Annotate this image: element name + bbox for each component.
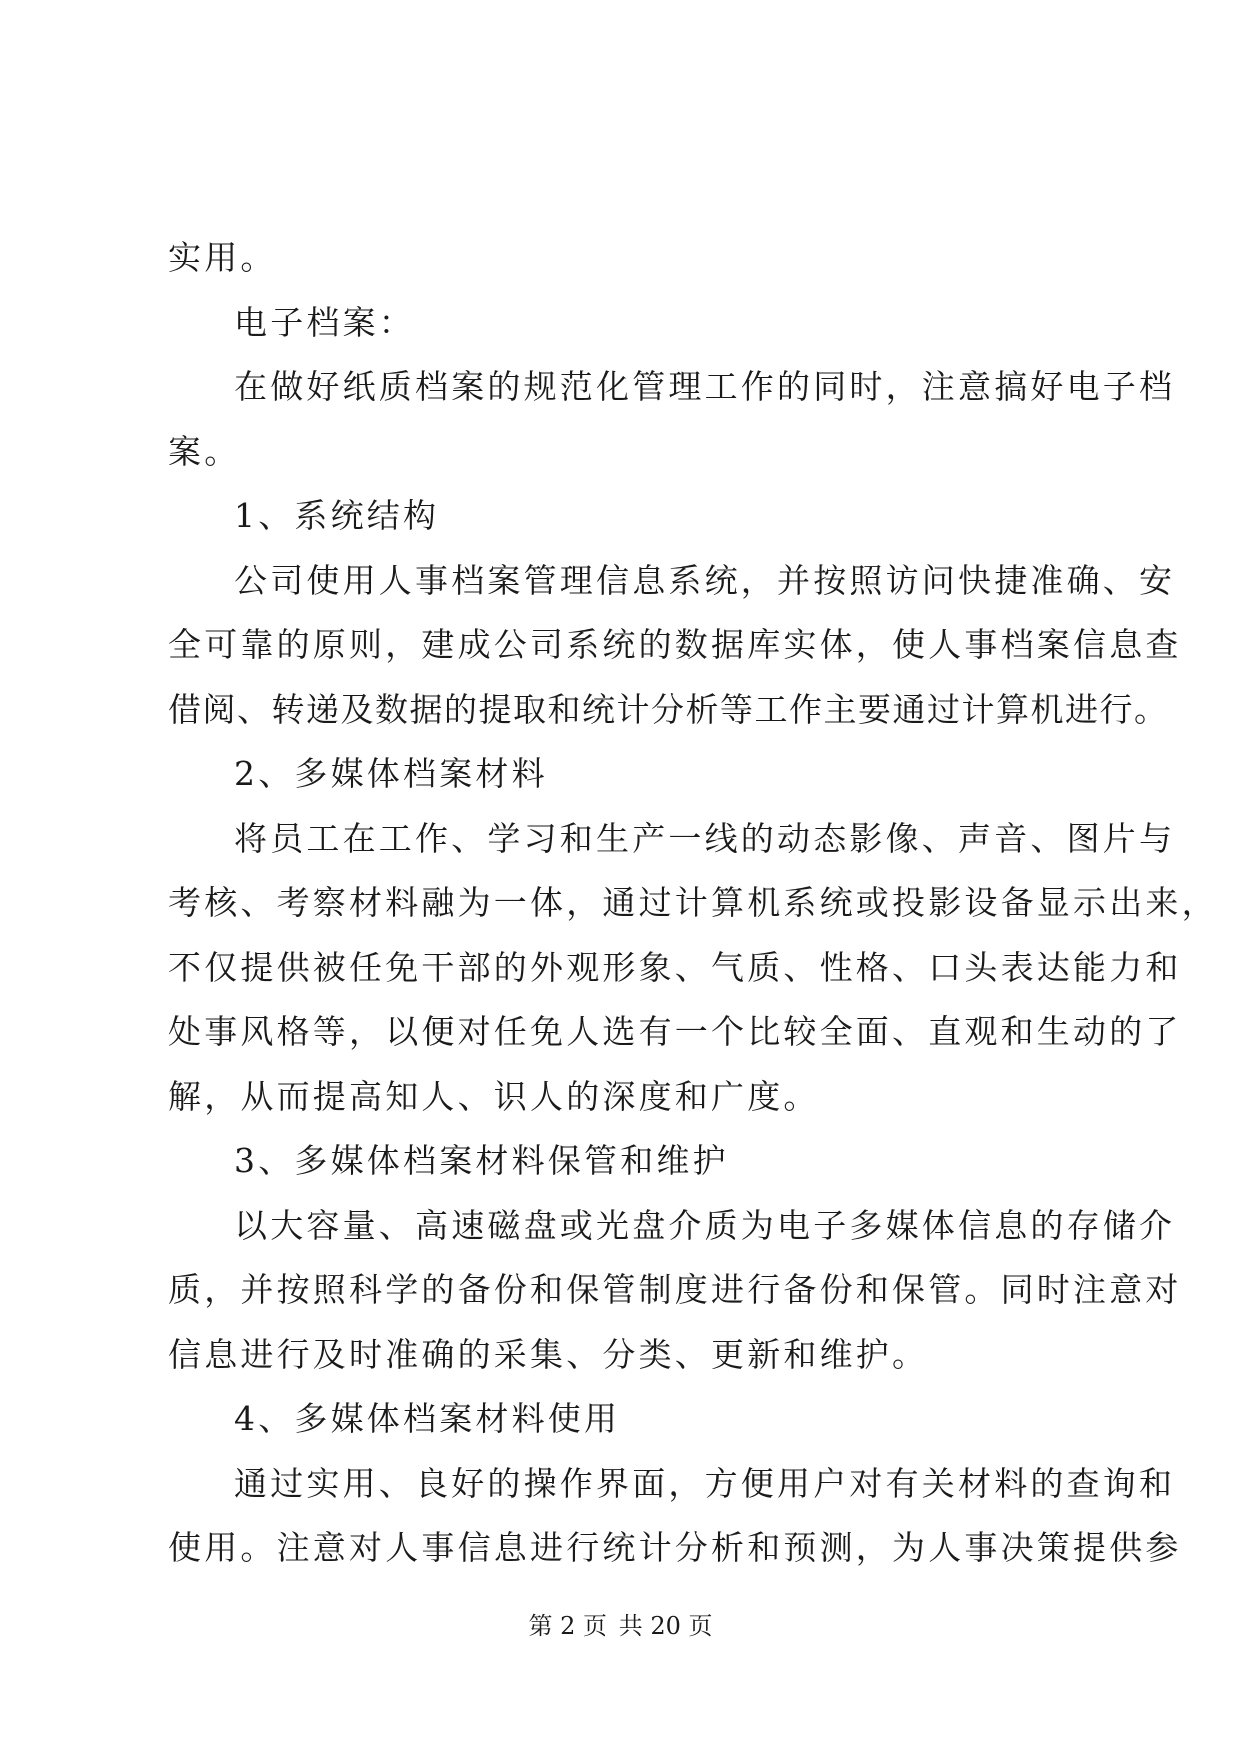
section-heading: 1、系统结构 xyxy=(234,496,440,535)
text-line: 电子档案： xyxy=(234,302,415,342)
text-line: 全可靠的原则，建成公司系统的数据库实体，使人事档案信息查 xyxy=(168,625,1182,664)
section-heading: 4、多媒体档案材料使用 xyxy=(234,1399,621,1438)
text-line: 以大容量、高速磁盘或光盘介质为电子多媒体信息的存储介 xyxy=(234,1205,1176,1245)
text-line: 公司使用人事档案管理信息系统，并按照访问快捷准确、安 xyxy=(234,560,1176,600)
text-line: 解，从而提高知人、识人的深度和广度。 xyxy=(168,1076,820,1116)
text-line: 将员工在工作、学习和生产一线的动态影像、声音、图片与 xyxy=(234,818,1176,858)
document-body xyxy=(168,226,1218,1581)
text-line: 借阅、转递及数据的提取和统计分析等工作主要通过计算机进行。 xyxy=(168,689,1169,729)
section-heading: 3、多媒体档案材料保管和维护 xyxy=(234,1141,729,1180)
text-line: 考核、考察材料融为一体，通过计算机系统或投影设备显示出来， xyxy=(168,883,1218,922)
text-line: 质，并按照科学的备份和保管制度进行备份和保管。同时注意对 xyxy=(168,1270,1182,1309)
page-footer xyxy=(0,1606,1241,1641)
text-line: 处事风格等，以便对任免人选有一个比较全面、直观和生动的了 xyxy=(168,1012,1182,1051)
text-line: 信息进行及时准确的采集、分类、更新和维护。 xyxy=(168,1334,929,1374)
text-line: 使用。注意对人事信息进行统计分析和预测，为人事决策提供参 xyxy=(168,1528,1182,1567)
text-line: 通过实用、良好的操作界面，方便用户对有关材料的查询和 xyxy=(234,1463,1176,1503)
text-line: 在做好纸质档案的规范化管理工作的同时，注意搞好电子档 xyxy=(234,367,1176,406)
text-line: 实用。 xyxy=(168,238,277,277)
text-line: 不仅提供被任免干部的外观形象、气质、性格、口头表达能力和 xyxy=(168,947,1182,987)
page-total: 共 20 页 xyxy=(618,1612,713,1640)
section-heading: 2、多媒体档案材料 xyxy=(234,754,548,793)
text-line: 案。 xyxy=(168,431,241,471)
page-number: 第 2 页 xyxy=(528,1612,608,1640)
